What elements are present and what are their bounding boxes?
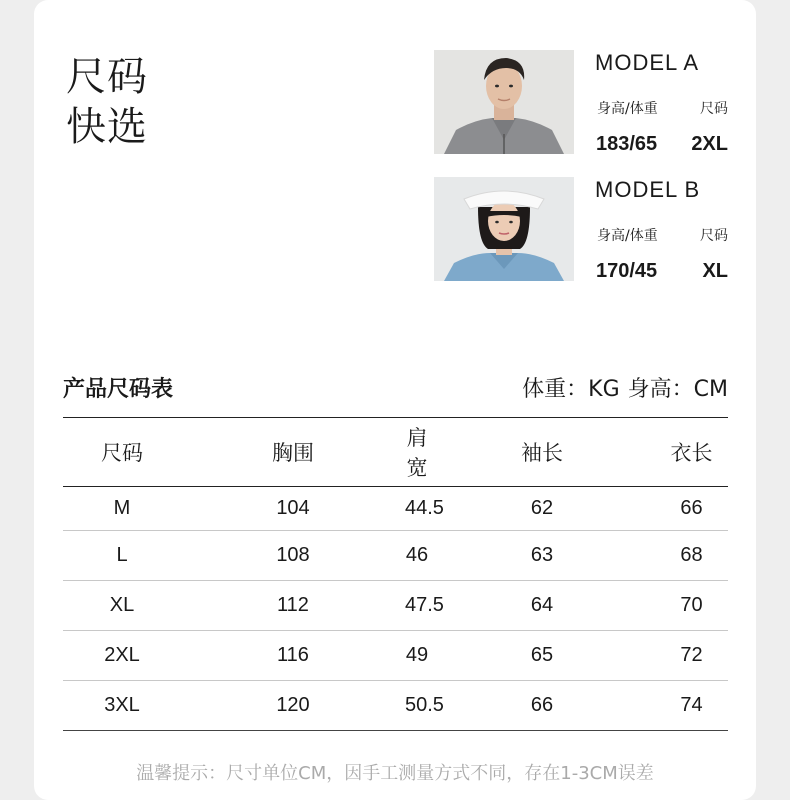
model-b-name: MODEL B <box>595 177 701 202</box>
cell-length: 70 <box>680 594 703 616</box>
model-b-size-label: 尺码 <box>700 228 728 244</box>
cell-chest: 112 <box>277 594 309 616</box>
cell-size: 3XL <box>104 694 140 716</box>
height-unit: 身高：CM <box>627 377 728 402</box>
cell-length: 72 <box>680 644 703 666</box>
header-sleeve: 袖长 <box>521 441 563 465</box>
model-a-height-weight-label: 身高/体重 <box>597 101 658 117</box>
cell-size: L <box>116 544 128 566</box>
cell-chest: 120 <box>276 694 310 716</box>
model-a-name: MODEL A <box>595 50 699 75</box>
table-row <box>63 487 728 531</box>
cell-sleeve: 63 <box>530 544 554 566</box>
model-a-height-weight-value: 183/65 <box>596 133 658 155</box>
model-b-size-value: XL <box>702 260 728 282</box>
cell-shoulder: 49 <box>405 644 429 666</box>
cell-chest: 104 <box>276 497 310 519</box>
cell-sleeve: 65 <box>530 644 554 666</box>
quick-size-title <box>66 52 148 152</box>
cell-sleeve: 64 <box>530 594 554 616</box>
header-length: 衣长 <box>670 441 713 465</box>
weight-unit: 体重：KG <box>522 377 620 402</box>
table-header-row <box>63 418 728 487</box>
model-a-size-value: 2XL <box>691 133 728 155</box>
title-line-2: 快选 <box>66 104 148 150</box>
cell-size: 2XL <box>104 644 140 666</box>
model-b-card <box>434 177 734 281</box>
measurement-tip: 温馨提示：尺寸单位CM，因手工测量方式不同，存在1-3CM误差 <box>136 763 654 784</box>
cell-shoulder: 47.5 <box>405 594 444 616</box>
model-a-photo <box>434 50 574 154</box>
cell-shoulder: 46 <box>405 544 429 566</box>
size-chart-title: 产品尺码表 <box>63 377 174 402</box>
size-chart-table <box>63 417 728 731</box>
table-row <box>63 531 728 581</box>
size-chart-units <box>522 376 728 404</box>
cell-length: 74 <box>680 694 703 716</box>
cell-size: M <box>113 497 131 519</box>
cell-length: 68 <box>680 544 703 566</box>
table-row <box>63 581 728 631</box>
table-row <box>63 631 728 681</box>
header-shoulder: 肩宽 <box>406 426 428 480</box>
cell-sleeve: 62 <box>530 497 554 519</box>
cell-length: 66 <box>680 497 703 519</box>
cell-shoulder: 50.5 <box>405 694 444 716</box>
model-b-height-weight-label: 身高/体重 <box>597 228 658 244</box>
cell-shoulder: 44.5 <box>405 497 444 519</box>
title-line-1: 尺码 <box>66 54 148 100</box>
table-row <box>63 681 728 731</box>
header-size: 尺码 <box>101 441 143 465</box>
cell-size: XL <box>109 594 135 616</box>
header-chest: 胸围 <box>272 441 314 465</box>
model-a-size-label: 尺码 <box>700 101 728 117</box>
cell-chest: 116 <box>277 644 309 666</box>
cell-sleeve: 66 <box>530 694 554 716</box>
model-b-height-weight-value: 170/45 <box>596 260 658 282</box>
model-b-photo <box>434 177 574 281</box>
model-a-card <box>434 50 734 154</box>
cell-chest: 108 <box>276 544 310 566</box>
